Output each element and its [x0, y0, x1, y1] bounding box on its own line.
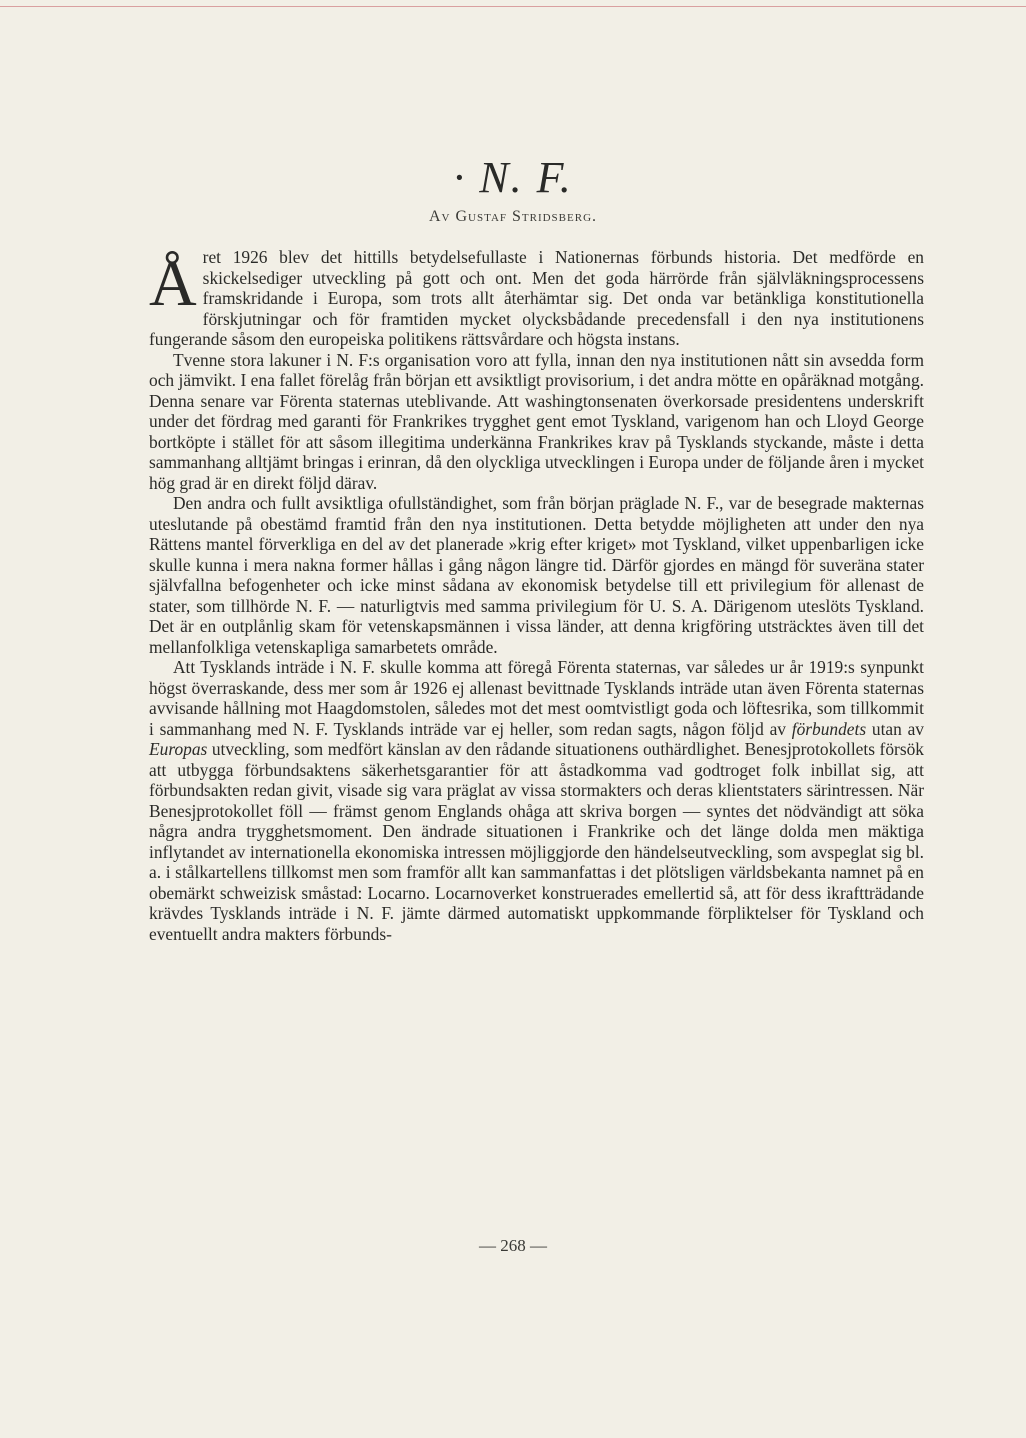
paragraph-1-text: ret 1926 blev det hittills betydelsefullaste i Nationernas förbunds historia. Det medförde en skickelsediger utveckling på gott och ont. Men det goda härrörde från självläkningsprocessens framskridande i Europa, som trots allt återhämtar sig. Det onda var betänkliga konstitutionella förskjutningar och för framtiden mycket olycksbådande precedensfall i den nya institutionens fungerande såsom den europeiska politikens rättsvårdare och högsta instans. [149, 247, 924, 349]
emphasis-forbundets: förbundets [791, 718, 867, 739]
emphasis-europas: Europas [149, 739, 208, 759]
top-edge-rule [0, 6, 1026, 7]
paragraph-4-text-c: utveckling, som medfört känslan av den rådande situationens outhärdlighet. Benesjprotokollets försök att utbygga förbundsaktens säkerhetsgarantier för att åstadkomma vad godtroget folk inbillat sig, att förbundsakten redan givit, visade sig vara präglat av vissa stormakters och deras klientstaters särintressen. När Benesjprotokollet föll — främst genom Englands ohåga att skriva borgen — syntes det nödvändigt att söka några andra trygghetsmoment. Den ändrade situationen i Frankrike och det länge dolda men mäktiga inflytandet av internationella ekonomiska intressen möjliggjorde den händelseutveckling, som avspeglat sig bl. a. i stålkartellens tillkomst men som framför allt kan sammanfattas i det plötsligen världsbekanta namnet på en obemärkt schweizisk småstad: Locarno. Locarnoverket konstruerades emellertid så, att för dess ikraftträdande krävdes Tysklands inträde i N. F. jämte därmed automatiskt uppkommande förpliktelser för Tyskland och eventuellt andra makters förbunds- [149, 739, 924, 944]
author-byline: Av Gustaf Stridsberg. [428, 208, 598, 225]
article-body [149, 247, 924, 944]
paragraph-3: Den andra och fullt avsiktliga ofullständighet, som från början präglade N. F., var de besegrade makternas uteslutande på obestämd framtid från den nya institutionen. Detta betydde möjligheten att under den nya Rättens mantel förverkliga en del av det planerade »krig efter kriget» mot Tyskland, vilket uppenbarligen icke skulle kunna i mera nakna former hållas i gång någon längre tid. Därför gjordes en mängd för suveräna stater självfallna befogenheter och icke minst sådana av ekonomisk betydelse till ett privilegium för allenast de stater, som tillhörde N. F. — naturligtvis med samma privilegium för U. S. A. Därigenom uteslöts Tyskland. Det är en outplånlig skam för vetenskapsmännen i vissa länder, att denna krigföring utsträcktes även till det mellanfolkliga vetenskapliga samarbetets område. [149, 493, 924, 657]
paragraph-2: Tvenne stora lakuner i N. F:s organisation voro att fylla, innan den nya institutionen nått sin avsedda form och jämvikt. I ena fallet förelåg från början ett avsiktligt provisorium, i det andra mötte en opåräknad motgång. Denna senare var Förenta staternas uteblivande. Att washingtonsenaten överkorsade presidentens underskrift under det fördrag med garanti för Frankrikes trygghet gent emot Tyskland, varigenom han och Lloyd George bortköpte i stället för att såsom illegitima underkänna Frankrikes krav på Tysklands styckande, måste i detta sammanhang alltjämt bringas i erinran, då den olyckliga utvecklingen i Europa under de följande åren i mycket hög grad är en direkt följd därav. [149, 349, 924, 493]
page-number: — 268 — [479, 1236, 547, 1255]
article-title: · N. F. [453, 153, 573, 202]
paragraph-4-text-a: Att Tysklands inträde i N. F. skulle komma att föregå Förenta staternas, var således ur år 1919:s synpunkt högst överraskande, dess mer som år 1926 ej allenast bevittnade Tysklands inträde utan även Förenta staternas avvisande hållning mot Haagdomstolen, således mot det mest oomtvistligt goda och löftesrika, som tillkommit i sammanhang med N. F. Tysklands inträde var ej heller, som redan sagts, någon följd av [149, 657, 924, 739]
paragraph-4 [149, 657, 924, 944]
paragraph-4-text-b: utan av [866, 718, 924, 739]
paragraph-1 [149, 247, 924, 350]
drop-cap: Å [149, 247, 197, 320]
